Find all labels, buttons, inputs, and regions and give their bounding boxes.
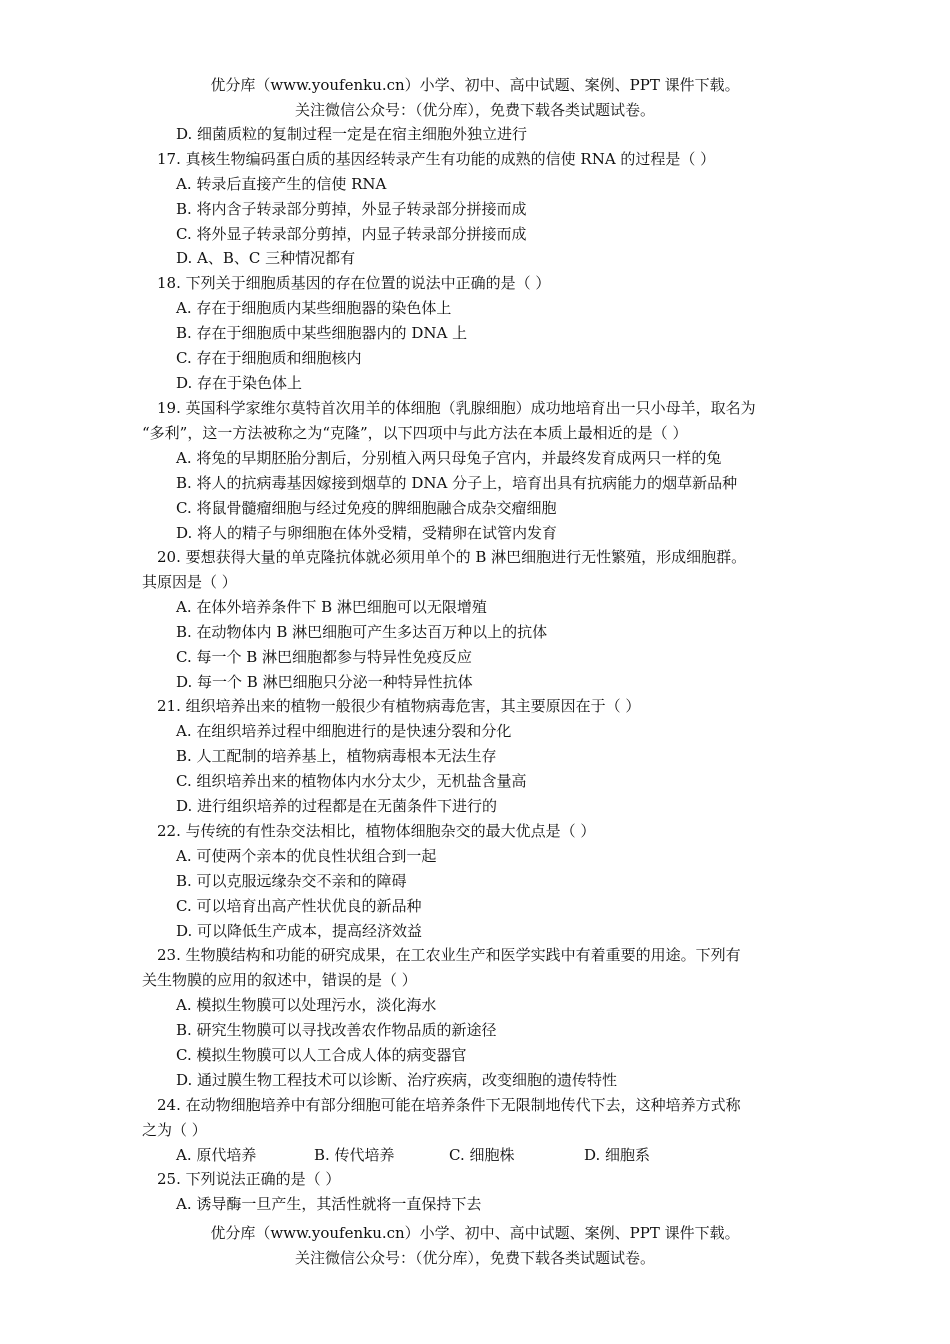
- question-22-option-d: D. 可以降低生产成本，提高经济效益: [176, 922, 423, 940]
- question-23-option-a: A. 模拟生物膜可以处理污水，淡化海水: [176, 996, 437, 1014]
- question-23-option-b: B. 研究生物膜可以寻找改善农作物品质的新途径: [176, 1021, 497, 1039]
- question-22-option-c: C. 可以培育出高产性状优良的新品种: [176, 897, 422, 915]
- question-17-option-b: B. 将内含子转录部分剪掉，外显子转录部分拼接而成: [176, 200, 527, 218]
- question-25-stem: 25. 下列说法正确的是（ ）: [157, 1170, 341, 1188]
- question-24-option-c: C. 细胞株: [449, 1146, 515, 1164]
- question-17-option-d: D. A、B、C 三种情况都有: [176, 249, 356, 267]
- question-18-option-d: D. 存在于染色体上: [176, 374, 303, 392]
- question-21-option-a: A. 在组织培养过程中细胞进行的是快速分裂和分化: [176, 722, 512, 740]
- question-18-option-c: C. 存在于细胞质和细胞核内: [176, 349, 362, 367]
- question-24-option-b: B. 传代培养: [314, 1146, 395, 1164]
- question-23-option-d: D. 通过膜生物工程技术可以诊断、治疗疾病，改变细胞的遗传特性: [176, 1071, 618, 1089]
- question-24-stem-line-1: 24. 在动物细胞培养中有部分细胞可能在培养条件下无限制地传代下去，这种培养方式称: [157, 1096, 741, 1114]
- question-20-stem-line-2: 其原因是（ ）: [142, 573, 237, 591]
- question-17-stem: 17. 真核生物编码蛋白质的基因经转录产生有功能的成熟的信使 RNA 的过程是（ ）: [157, 150, 716, 168]
- question-18-stem: 18. 下列关于细胞质基因的存在位置的说法中正确的是（ ）: [157, 274, 551, 292]
- footer-line-1: 优分库（www.youfenku.cn）小学、初中、高中试题、案例、PPT 课件下载。: [210, 1224, 740, 1242]
- prev-question-option-d: D. 细菌质粒的复制过程一定是在宿主细胞外独立进行: [176, 125, 528, 143]
- header-line-1: 优分库（www.youfenku.cn）小学、初中、高中试题、案例、PPT 课件下载。: [210, 76, 740, 94]
- question-20-option-d: D. 每一个 B 淋巴细胞只分泌一种特异性抗体: [176, 673, 473, 691]
- question-22-stem: 22. 与传统的有性杂交法相比，植物体细胞杂交的最大优点是（ ）: [157, 822, 596, 840]
- question-19-option-c: C. 将鼠骨髓瘤细胞与经过免疫的脾细胞融合成杂交瘤细胞: [176, 499, 557, 517]
- question-20-stem-line-1: 20. 要想获得大量的单克隆抗体就必须用单个的 B 淋巴细胞进行无性繁殖，形成细胞群。: [157, 548, 747, 566]
- header-line-2: 关注微信公众号：（优分库），免费下载各类试题试卷。: [294, 101, 655, 119]
- question-24-stem-line-2: 之为（ ）: [142, 1121, 207, 1139]
- question-19-stem-line-1: 19. 英国科学家维尔莫特首次用羊的体细胞（乳腺细胞）成功地培育出一只小母羊，取名为: [157, 399, 756, 417]
- question-19-stem-line-2: “多利”，这一方法被称之为“克隆”，以下四项中与此方法在本质上最相近的是（ ）: [142, 424, 688, 442]
- question-19-option-d: D. 将人的精子与卵细胞在体外受精，受精卵在试管内发育: [176, 524, 558, 542]
- question-22-option-b: B. 可以克服远缘杂交不亲和的障碍: [176, 872, 407, 890]
- question-23-stem-line-2: 关生物膜的应用的叙述中，错误的是（ ）: [142, 971, 417, 989]
- question-24-option-d: D. 细胞系: [584, 1146, 651, 1164]
- question-21-option-d: D. 进行组织培养的过程都是在无菌条件下进行的: [176, 797, 498, 815]
- question-17-option-c: C. 将外显子转录部分剪掉，内显子转录部分拼接而成: [176, 225, 527, 243]
- question-21-stem: 21. 组织培养出来的植物一般很少有植物病毒危害，其主要原因在于（ ）: [157, 697, 641, 715]
- question-20-option-c: C. 每一个 B 淋巴细胞都参与特异性免疫反应: [176, 648, 473, 666]
- question-24-option-a: A. 原代培养: [176, 1146, 257, 1164]
- question-22-option-a: A. 可使两个亲本的优良性状组合到一起: [176, 847, 437, 865]
- question-21-option-c: C. 组织培养出来的植物体内水分太少，无机盐含量高: [176, 772, 527, 790]
- question-25-option-a: A. 诱导酶一旦产生，其活性就将一直保持下去: [176, 1195, 482, 1213]
- question-18-option-a: A. 存在于细胞质内某些细胞器的染色体上: [176, 299, 452, 317]
- question-18-option-b: B. 存在于细胞质中某些细胞器内的 DNA 上: [176, 324, 468, 342]
- question-23-stem-line-1: 23. 生物膜结构和功能的研究成果，在工农业生产和医学实践中有着重要的用途。下列有: [157, 946, 741, 964]
- question-17-option-a: A. 转录后直接产生的信使 RNA: [176, 175, 387, 193]
- question-23-option-c: C. 模拟生物膜可以人工合成人体的病变器官: [176, 1046, 467, 1064]
- footer-line-2: 关注微信公众号：（优分库），免费下载各类试题试卷。: [294, 1249, 655, 1267]
- question-20-option-b: B. 在动物体内 B 淋巴细胞可产生多达百万种以上的抗体: [176, 623, 548, 641]
- question-21-option-b: B. 人工配制的培养基上，植物病毒根本无法生存: [176, 747, 497, 765]
- question-19-option-a: A. 将兔的早期胚胎分割后，分别植入两只母兔子宫内，并最终发育成两只一样的兔: [176, 449, 722, 467]
- question-20-option-a: A. 在体外培养条件下 B 淋巴细胞可以无限增殖: [176, 598, 487, 616]
- question-19-option-b: B. 将人的抗病毒基因嫁接到烟草的 DNA 分子上，培育出具有抗病能力的烟草新品种: [176, 474, 738, 492]
